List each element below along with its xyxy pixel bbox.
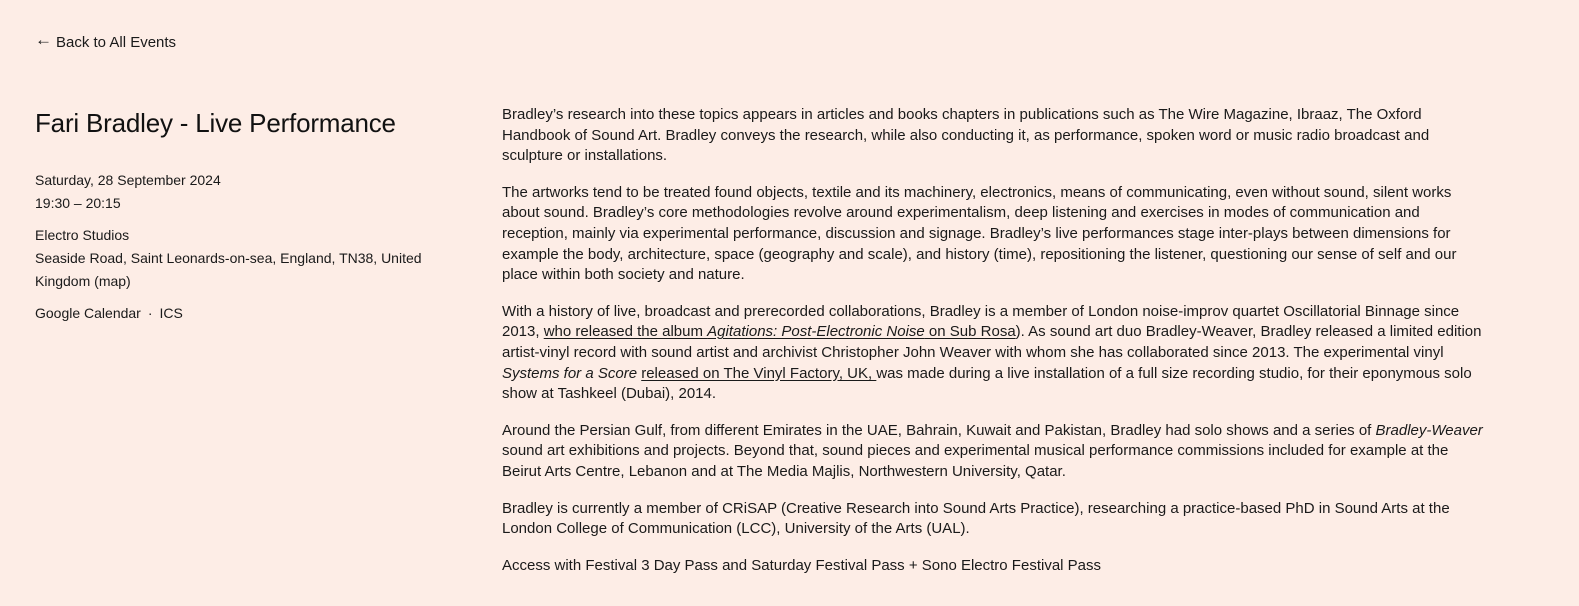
bradley-weaver-em: Bradley-Weaver (1375, 421, 1483, 439)
description-paragraph-3 (502, 302, 1487, 405)
event-venue: Electro Studios (35, 227, 130, 243)
event-location (35, 224, 445, 293)
event-time: 19:30 – 20:15 (35, 195, 121, 211)
map-link[interactable]: (map) (94, 273, 131, 289)
event-address-line (35, 247, 445, 293)
event-datetime (35, 169, 445, 215)
sub-rosa-link-text-a: who released the album (543, 323, 708, 341)
description-paragraph-5: Bradley is currently a member of CRiSAP (Creative Research into Sound Arts Practice), researching a practice-based PhD in Sound Arts at the London College of Communication (LCC), University of the Arts (UAL). (502, 499, 1450, 538)
google-calendar-link[interactable]: Google Calendar (35, 305, 141, 321)
album-title: Agitations: Post-Electronic Noise (707, 323, 925, 341)
description-paragraph-1: Bradley’s research into these topics appears in articles and books chapters in publications such as The Wire Magazine, Ibraaz, The Oxford Handbook of Sound Art. Bradley conveys the research, while also conducting it, as performance, spoken word or music radio broadcast and sculpture or installations. (502, 106, 1430, 165)
p4-text-1: Around the Persian Gulf, from different Emirates in the UAE, Bahrain, Kuwait and Pakistan, Bradley had solo shows and a series of (502, 421, 1376, 439)
event-address: Seaside Road, Saint Leonards-on-sea, England, TN38, United Kingdom (35, 250, 422, 289)
sub-rosa-album-link[interactable] (544, 323, 1016, 340)
vinyl-title: Systems for a Score (502, 364, 638, 382)
description-paragraph-2: The artworks tend to be treated found objects, textile and its machinery, electronics, means of communicating, even without sound, silent works about sound. Bradley’s core methodologies revolve around experimentalism, deep listening and exercises in modes of communication and reception, mainly via experimental performance, discussion and signage. Bradley’s live performances stage inter-plays between dimensions for example the body, architecture, space (geography and scale), and history (time), repositioning the listener, questioning our sense of self and our place within both society and nature. (502, 183, 1457, 284)
event-date: Saturday, 28 September 2024 (35, 172, 221, 188)
p4-text-2: sound art exhibitions and projects. Beyond that, sound pieces and experimental musical performance commissions included for example at the Beirut Arts Centre, Lebanon and at The Media Majlis, Northwestern University, Qatar. (502, 442, 1449, 480)
calendar-links (35, 302, 445, 325)
p3-text-4: was made during a live installation of a full size recording studio, for their eponymous solo show at Tashkeel (Dubai), 2014. (502, 364, 1472, 403)
left-arrow-icon: ← (35, 30, 52, 49)
event-title: Fari Bradley - Live Performance (35, 108, 396, 138)
sub-rosa-link-text-b: on Sub Rosa (924, 323, 1016, 341)
event-details (35, 108, 445, 325)
access-pass-info: Access with Festival 3 Day Pass and Saturday Festival Pass + Sono Electro Festival Pass (502, 556, 1102, 574)
ics-link[interactable]: ICS (159, 305, 183, 321)
p3-text-2: ). As sound art duo Bradley-Weaver, Bradley released a limited edition artist-vinyl record with sound artist and archivist Christopher John Weaver with whom she has collaborated since 2013. The experimental vinyl (502, 323, 1482, 361)
calendar-separator: · (147, 305, 153, 321)
back-link-label: Back to All Events (56, 34, 177, 51)
event-description (502, 105, 1487, 592)
back-to-all-events-link[interactable] (35, 30, 177, 51)
description-paragraph-4 (502, 421, 1487, 483)
p3-text-1: With a history of live, broadcast and prerecorded collaborations, Bradley is a member of London noise-improv quartet Oscillatorial Binnage since 2013, (502, 302, 1460, 341)
vinyl-factory-link[interactable]: released on The Vinyl Factory, UK, (641, 364, 877, 382)
